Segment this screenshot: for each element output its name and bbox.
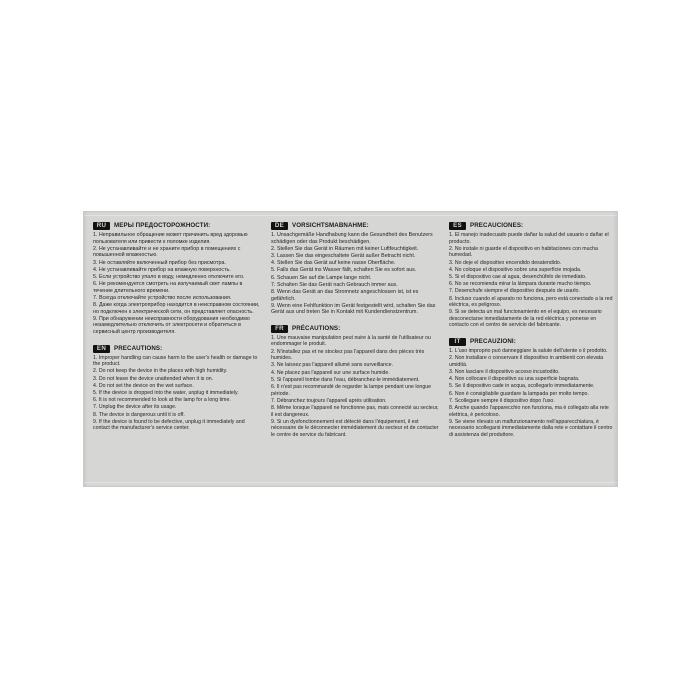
list-item: 2. Non installare o conservare il dispositivo in ambienti con elevata umidità. xyxy=(449,355,604,368)
list-item: 1. Une mauvaise manipulation peut nuire à la santé de l'utilisateur ou endommager le produit. xyxy=(271,334,431,348)
list-item: 4. No coloque el dispositivo sobre una superficie mojada. xyxy=(449,266,582,273)
list-item: 5. Si el dispositivo cae al agua, desenchúfelo de inmediato. xyxy=(449,273,587,280)
section-es-items xyxy=(449,232,617,329)
list-item: 6. Не рекомендуется смотреть на излучаемый свет лампы в течение длительного времени. xyxy=(93,281,243,294)
list-item: 6. It is not recommended to look at the lamp for a long time. xyxy=(93,397,231,404)
section-en-title: PRECAUTIONS: xyxy=(114,344,163,352)
list-item: 3. Lassen Sie das eingeschaltete Gerät außer Betracht nicht. xyxy=(271,252,416,259)
section-ru-items xyxy=(93,232,261,336)
list-item: 3. Ne laissez pas l'appareil allumé sans surveillance. xyxy=(271,362,394,369)
section-it-header xyxy=(449,338,617,346)
section-it-items xyxy=(449,348,617,438)
lang-tag-it: IT xyxy=(449,338,466,346)
lang-tag-en: EN xyxy=(93,345,110,353)
list-item: 3. No deje el dispositivo encendido desatendido. xyxy=(449,259,562,266)
list-item: 6. Schauen Sie auf die Lampe lange nicht. xyxy=(271,274,372,281)
list-item: 2. Stellen Sie das Gerät in Räumen mit keiner Luftfeuchtigkeit. xyxy=(271,245,419,252)
list-item: 3. Do not leave the device unattended when it is on. xyxy=(93,375,214,382)
list-item: 6. No se recomienda mirar la lámpara durante mucho tiempo. xyxy=(449,281,592,288)
list-item: 9. При обнаружении неисправности оборудования необходимо незамедлительно отключить от электросети и обратиться в сервисный центр производителя. xyxy=(93,315,250,336)
list-item: 6. Non è consigliabile guardare la lampada per molto tempo. xyxy=(449,390,589,397)
safety-label-sheet xyxy=(84,212,617,486)
section-de-items xyxy=(271,232,439,316)
list-item: 7. Desenchufe siempre el dispositivo después de usarlo. xyxy=(449,288,580,295)
section-fr-header xyxy=(271,325,439,333)
list-item: 8. The device is dangerous until it is off. xyxy=(93,411,185,418)
section-es-title: PRECAUCIONES: xyxy=(470,222,524,229)
list-item: 5. Se il dispositivo cade in acqua, scollegarlo immediatamente. xyxy=(449,383,595,390)
label-content xyxy=(84,212,617,486)
section-fr-title: PRÉCAUTIONS: xyxy=(292,324,341,332)
list-item: 1. Неправильное обращение может причинить вред здоровью пользователя или привести к поломке изделия. xyxy=(93,232,248,245)
list-item: 8. Даже когда электроприбор находится в неисправном состоянии, но подключен к электрической сети, он представляет опасность. xyxy=(93,302,260,315)
list-item: 8. Wenn das Gerät an das Stromnetz angeschlossen ist, ist es gefährlich. xyxy=(271,288,419,302)
section-fr xyxy=(271,325,439,439)
list-item: 4. Do not set the device on the wet surface. xyxy=(93,382,194,389)
list-item: 5. Если устройство упало в воду, немедленно отключите его. xyxy=(93,273,245,280)
section-de xyxy=(271,222,439,316)
list-item: 3. Non lasciare il dispositivo acceso incustodito. xyxy=(449,369,560,376)
list-item: 1. El manejo inadecuado puede dañar la salud del usuario o dañar el producto. xyxy=(449,232,609,245)
list-item: 8. Anche quando l'apparecchio non funziona, ma è collegato alla rete elettrica, è pericoloso. xyxy=(449,404,609,418)
lang-tag-ru: RU xyxy=(93,222,110,230)
list-item: 6. Il n'est pas recommandé de regarder la lampe pendant une longue période. xyxy=(271,384,432,397)
list-item: 8. Même lorsque l'appareil ne fonctionne pas, mais connecté au secteur, il est dangereux. xyxy=(271,404,439,418)
list-item: 7. Débranchez toujours l'appareil après utilisation. xyxy=(271,397,387,404)
list-item: 1. Unsachgemäße Handhabung kann die Gesundheit des Benutzers schädigen oder das Produkt beschädigen. xyxy=(271,232,433,245)
list-item: 1. Improper handling can cause harm to the user's health or damage to the product. xyxy=(93,354,258,368)
section-en xyxy=(93,345,261,432)
section-es-header xyxy=(449,222,617,230)
list-item: 1. L'uso improprio può danneggiare la salute dell'utente o il prodotto. xyxy=(449,348,608,355)
list-item: 2. Do not keep the device in the places with high humidity. xyxy=(93,368,228,375)
section-en-items xyxy=(93,355,261,432)
list-item: 5. Falls das Gerät ins Wasser fällt, schalten Sie es sofort aus. xyxy=(271,267,417,274)
list-item: 2. N'installez pas et ne stockez pas l'appareil dans des pièces très humides. xyxy=(271,348,425,362)
section-de-title: VORSICHTSMABNAHME: xyxy=(292,222,369,229)
list-item: 9. Si un dysfonctionnement est détecté dans l'équipement, il est nécessaire de le déconnecter immédiatement du secteur et de contacter le centre de service du fabricant. xyxy=(271,418,439,438)
list-item: 8. Incluso cuando el aparato no funciona, pero está conectado a la red eléctrica, es peligroso. xyxy=(449,295,613,309)
lang-tag-fr: FR xyxy=(271,325,288,333)
column-2 xyxy=(271,222,439,478)
list-item: 5. If the device is dropped into the water, unplug it immediately. xyxy=(93,390,239,396)
list-item: 9. Se viene rilevato un malfunzionamento nell'apparecchiatura, è necessario scollegarsi immediatamente dalla rete e contattare il centro di assistenza del produttore. xyxy=(449,418,613,438)
list-item: 3. Не оставляйте включенный прибор без присмотра. xyxy=(93,259,226,266)
section-de-header xyxy=(271,222,439,230)
section-ru xyxy=(93,222,261,336)
section-ru-title: МЕРЫ ПРЕДОСТОРОЖНОСТИ: xyxy=(114,222,211,229)
list-item: 7. Unplug the device after its usage. xyxy=(93,404,177,411)
list-item: 9. Wenn eine Fehlfunktion im Gerät festgestellt wird, schalten Sie das Gerät aus und treten Sie in Kontakt mit Kundendienstzentrum. xyxy=(271,302,436,316)
list-item: 4. Не устанавливайте прибор на влажную поверхность. xyxy=(93,266,231,273)
list-item: 4. Non collocare il dispositivo su una superficie bagnata. xyxy=(449,376,580,383)
list-item: 2. No instale ni guarde el dispositivo en habitaciones con mucha humedad. xyxy=(449,245,598,259)
list-item: 4. Stellen Sie das Gerät auf keine nasse Oberfläche. xyxy=(271,260,396,267)
lang-tag-es: ES xyxy=(449,222,466,230)
list-item: 7. Всегда отключайте устройство после использования. xyxy=(93,294,232,301)
section-es xyxy=(449,222,617,329)
section-fr-items xyxy=(271,335,439,439)
label-columns xyxy=(93,222,613,478)
section-it-title: PRECAUZIONI: xyxy=(470,338,516,346)
list-item: 5. Si l'appareil tombe dans l'eau, débranchez-le immédiatement. xyxy=(271,376,420,383)
list-item: 9. Si se detecta un mal funcionamiento en el equipo, es necesario desconectarse inmediatamente de la red eléctrica y ponerse en contacto con el centro de servicio del fabricante. xyxy=(449,309,602,329)
column-1 xyxy=(93,222,261,478)
list-item: 9. If the device is found to be defective, unplug it immediately and contact the manufacturer's service center. xyxy=(93,418,245,432)
list-item: 7. Scollegare sempre il dispositivo dopo l'uso. xyxy=(449,397,555,404)
section-ru-header xyxy=(93,222,261,230)
list-item: 4. Ne placez pas l'appareil sur une surface humide. xyxy=(271,369,390,376)
section-it xyxy=(449,338,617,438)
lang-tag-de: DE xyxy=(271,222,288,230)
column-3 xyxy=(449,222,617,478)
list-item: 2. Не устанавливайте и не храните прибор в помещениях с повышенной влажностью. xyxy=(93,245,241,259)
section-en-header xyxy=(93,345,261,353)
list-item: 7. Schalten Sie das Gerät nach Gebrauch immer aus. xyxy=(271,281,398,288)
